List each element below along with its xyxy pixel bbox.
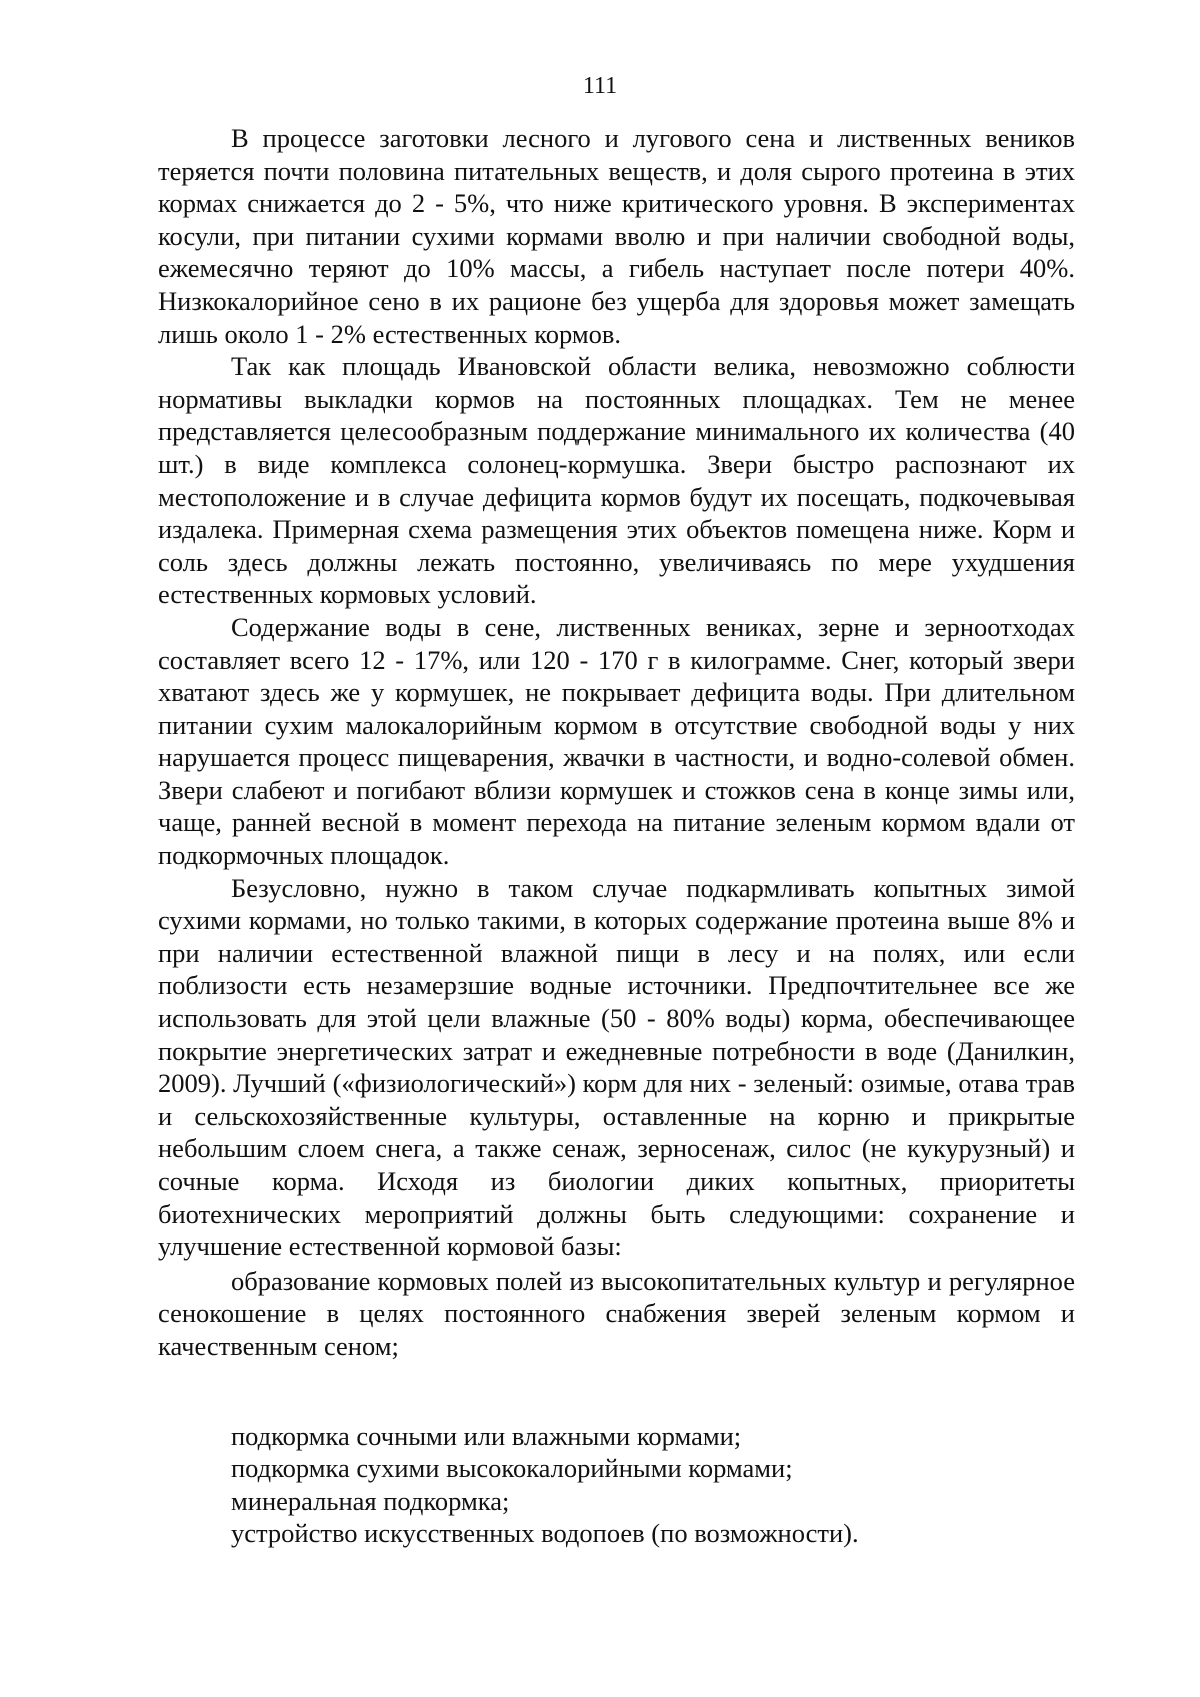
paragraph-feeding-priorities: Безусловно, нужно в таком случае подкармливать копытных зимой сухими кормами, но только такими, в которых содержание протеина выше 8% и при наличии естественной влажной пищи в лесу и на полях, или если поблизости есть незамерзшие водные источники. Предпочтительнее все же использовать для этой цели влажные (50 - 80% воды) корма, обеспечивающее покрытие энергетических затрат и ежедневные потребности в воде (Данилкин, 2009). Лучший («физиологический») корм для них - зеленый: озимые, отава трав и сельскохозяйственные культуры, оставленные на корню и прикрытые небольшим слоем снега, а также сенаж, зерносенаж, силос (не кукурузный) и сочные корма. Исходя из биологии диких копытных, приоритеты биотехнических мероприятий должны быть следующими: сохранение и улучшение естественной кормовой базы: (158, 872, 1075, 1262)
paragraph-feeding-sites: Так как площадь Ивановской области велика, невозможно соблюсти нормативы выкладки кормов на постоянных площадках. Тем не менее представляется целесообразным поддержание минимального их количества (40 шт.) в виде комплекса солонец-кормушка. Звери быстро распознают их местоположение и в случае дефицита кормов будут их посещать, подкочевывая издалека. Примерная схема размещения этих объектов помещена ниже. Корм и соль здесь должны лежать постоянно, увеличиваясь по мере ухудшения естественных кормовых условий. (158, 351, 1075, 610)
list-item: устройство искусственных водопоев (по возможности). (231, 1518, 859, 1549)
paragraph-water-content: Содержание воды в сене, лиственных вениках, зерне и зерноотходах составляет всего 12 - 17%, или 120 - 170 г в килограмме. Снег, который звери хватают здесь же у кормушек, не покрывает дефицита воды. При длительном питании сухим малокалорийным кормом в отсутствие свободной воды у них нарушается процесс пищеварения, жвачки в частности, и водно-солевой обмен. Звери слабеют и погибают вблизи кормушек и стожков сена в конце зимы или, чаще, ранней весной в момент перехода на питание зеленым кормом вдали от подкормочных площадок. (158, 611, 1075, 871)
priority-list (158, 1420, 1075, 1550)
paragraph-hay-nutrient-loss: В процессе заготовки лесного и лугового сена и лиственных веников теряется почти половина питательных веществ, и доля сырого протеина в этих кормах снижается до 2 - 5%, что ниже критического уровня. В экспериментах косули, при питании сухими кормами вволю и при наличии свободной воды, ежемесячно теряют до 10% массы, а гибель наступает после потери 40%. Низкокалорийное сено в их рационе без ущерба для здоровья может замещать лишь около 1 - 2% естественных кормов. (158, 123, 1075, 349)
list-item: подкормка сочными или влажными кормами; (231, 1420, 742, 1451)
paragraph-forage-fields: образование кормовых полей из высокопитательных культур и регулярное сенокошение в целях постоянного снабжения зверей зеленым кормом и качественным сеном; (158, 1265, 1075, 1361)
list-item: минеральная подкормка; (231, 1485, 510, 1516)
page-content (158, 122, 1075, 1550)
page-number: 111 (582, 73, 618, 99)
list-item: подкормка сухими высококалорийными кормами; (231, 1453, 793, 1484)
